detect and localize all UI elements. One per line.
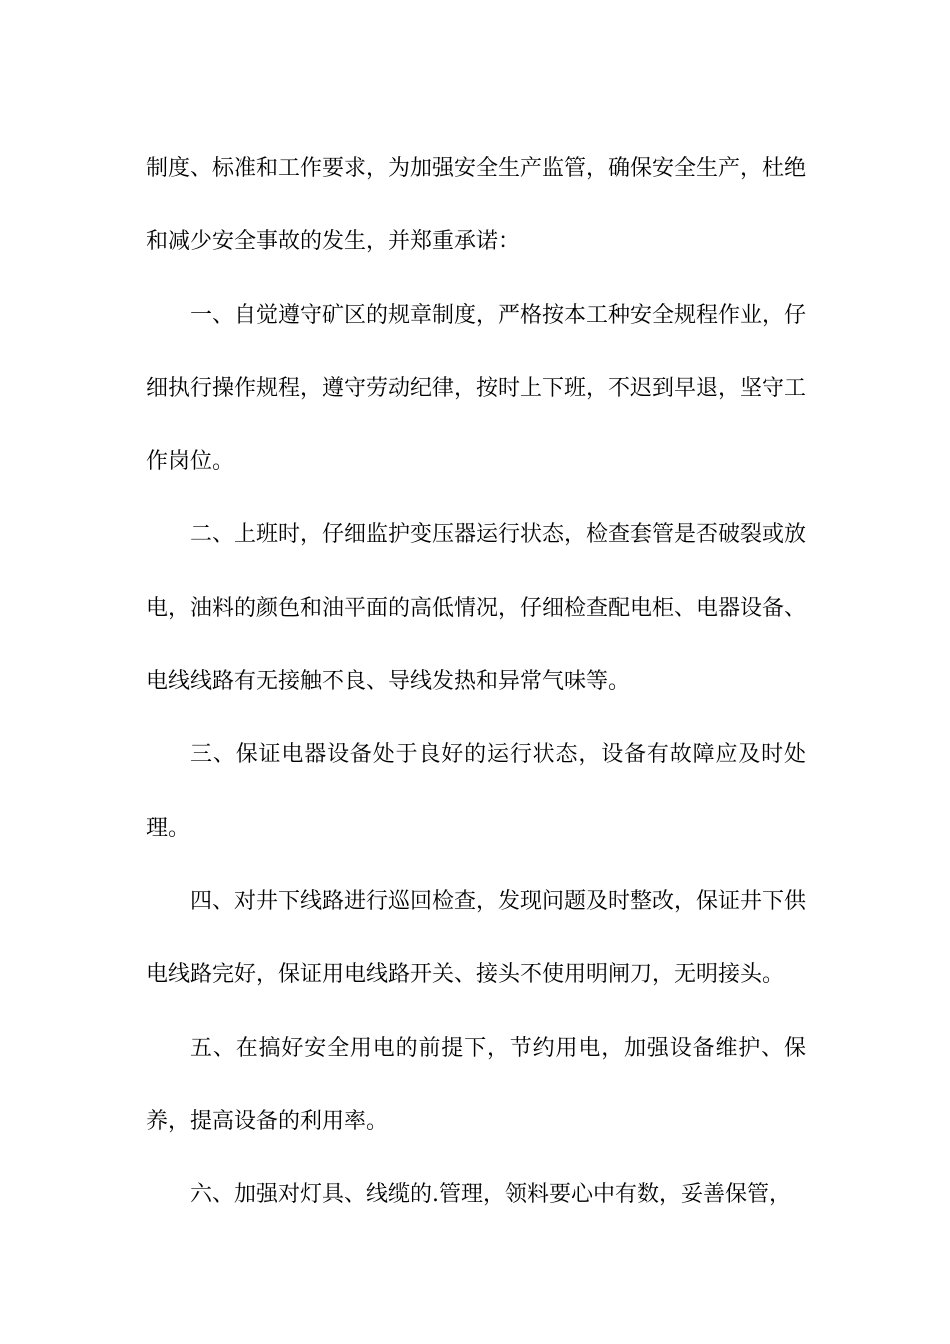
document-body	[146, 132, 806, 1231]
paragraph-item-1: 一、自觉遵守矿区的规章制度，严格按本工种安全规程作业，仔细执行操作规程，遵守劳动纪律，按时上下班，不迟到早退，坚守工作岗位。	[146, 302, 807, 475]
paragraph-item-6: 六、加强对灯具、线缆的.管理，领料要心中有数，妥善保管，	[190, 1182, 791, 1208]
paragraph-item-3: 三、保证电器设备处于良好的运行状态，设备有故障应及时处理。	[146, 742, 806, 841]
paragraph-item-2: 二、上班时，仔细监护变压器运行状态，检查套管是否破裂或放电，油料的颜色和油平面的高低情况，仔细检查配电柜、电器设备、电线线路有无接触不良、导线发热和异常气味等。	[146, 522, 807, 695]
paragraph-intro-continuation: 制度、标准和工作要求，为加强安全生产监管，确保安全生产，杜绝和减少安全事故的发生，并郑重承诺：	[146, 156, 807, 255]
paragraph-item-4: 四、对井下线路进行巡回检查，发现问题及时整改，保证井下供电线路完好，保证用电线路开关、接头不使用明闸刀，无明接头。	[146, 888, 807, 988]
paragraph-item-5: 五、在搞好安全用电的前提下，节约用电，加强设备维护、保养，提高设备的利用率。	[146, 1035, 806, 1134]
